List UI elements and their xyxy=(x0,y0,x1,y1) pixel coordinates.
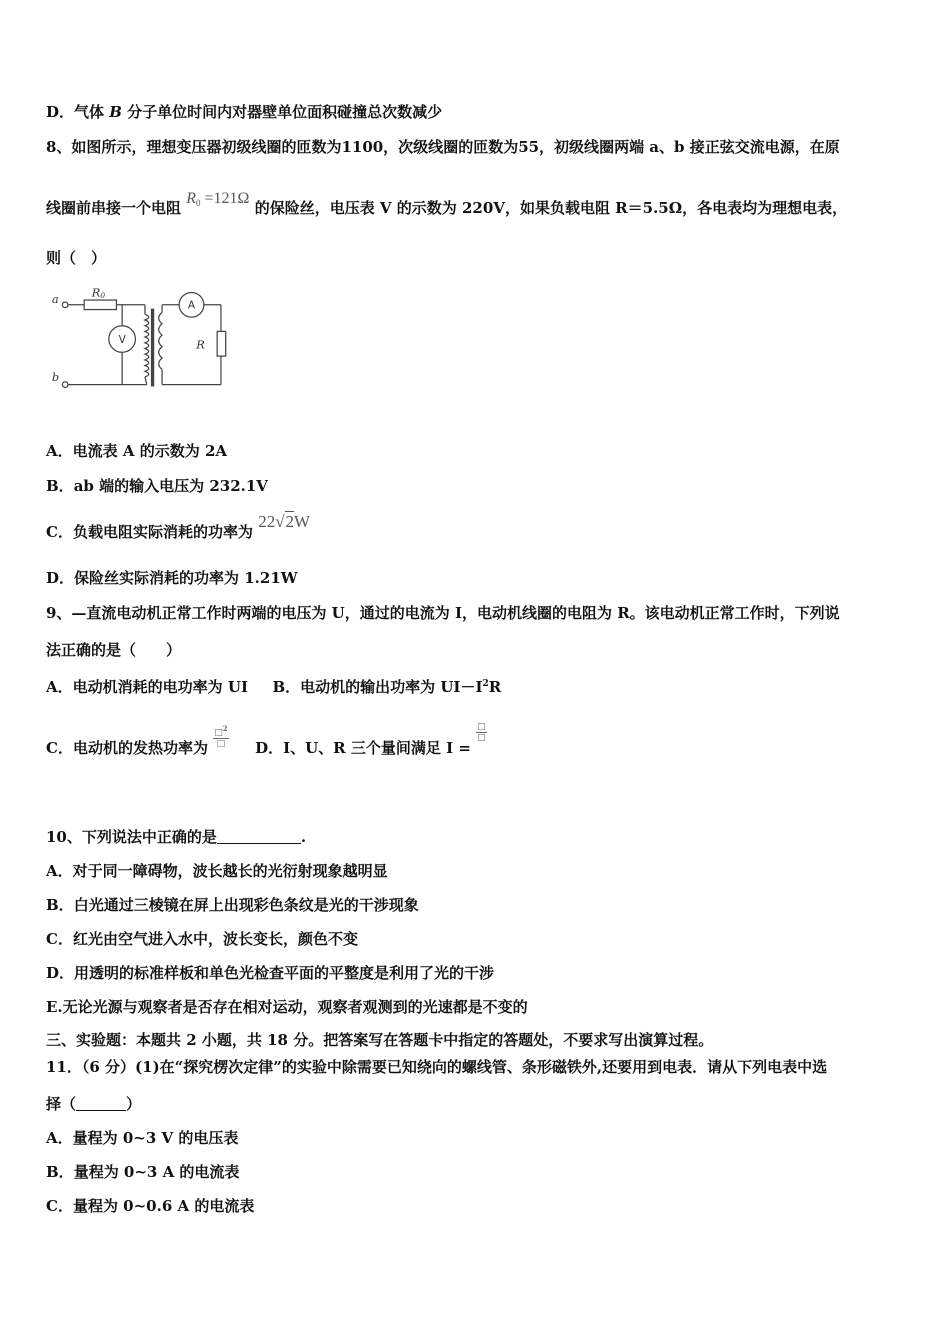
q10-option-d: D．用透明的标准样板和单色光检查平面的平整度是利用了光的干涉 xyxy=(46,964,495,982)
q10-option-c: C．红光由空气进入水中，波长变长，颜色不变 xyxy=(46,930,358,948)
fuse-resistor-r0 xyxy=(84,300,116,310)
q10-option-a: A．对于同一障碍物，波长越长的光衍射现象越明显 xyxy=(46,862,388,880)
q10-option-b: B．白光通过三棱镜在屏上出现彩色条纹是光的干涉现象 xyxy=(46,896,419,914)
power-formula: 22√2W xyxy=(258,512,311,531)
option-label: D． xyxy=(46,103,75,121)
terminal-b xyxy=(62,382,68,388)
q11-stem-line1: 11．（6 分）(1)在“探究楞次定律”的实验中除需要已知绕向的螺线管、条形磁铁外,还要用到电表．请从下列电表中选 xyxy=(46,1058,828,1076)
svg-text:V: V xyxy=(118,333,126,346)
q10-stem: 10、下列说法中正确的是 . xyxy=(46,828,307,846)
q9-option-b: B．电动机的输出功率为 $UI-I^2R$ xyxy=(272,678,502,696)
q9-option-c: C．电动机的发热功率为 $\frac{□^2}{□}$ xyxy=(46,724,228,757)
svg-text:R: R xyxy=(196,337,205,352)
q11-option-c: C．量程为 0~0.6 A 的电流表 xyxy=(46,1197,255,1215)
q9-options-cd xyxy=(46,722,487,763)
svg-text:R: R xyxy=(91,285,101,300)
answer-blank xyxy=(76,1096,126,1111)
q8-option-d: D．保险丝实际消耗的功率为 1.21W xyxy=(46,569,298,587)
q8-stem-line3: 则（ ） xyxy=(46,249,107,267)
q9-option-d: D．I、U、R 三个量间满足 I = $\frac{□}{□}$ xyxy=(255,722,486,757)
svg-text:a: a xyxy=(51,291,59,306)
q7-option-d: D．气体 B 分子单位时间内对器壁单位面积碰撞总次数减少 xyxy=(46,103,443,121)
r0-formula: $R_0 =121\Omega$ xyxy=(186,190,250,208)
load-resistor-r xyxy=(217,331,226,356)
svg-text:0: 0 xyxy=(100,291,106,301)
q10-option-e: E.无论光源与观察者是否存在相对运动，观察者观测到的光速都是不变的 xyxy=(46,998,528,1016)
secondary-coil xyxy=(159,312,162,369)
answer-blank xyxy=(217,829,301,844)
q8-option-a: A．电流表 A 的示数为 2A xyxy=(46,442,228,460)
section3-heading: 三、实验题：本题共 2 小题，共 18 分。把答案写在答题卡中指定的答题处，不要求写出演算过程。 xyxy=(46,1031,714,1049)
ohm-law-fraction: $\frac{□}{□}$ xyxy=(477,722,486,743)
q9-options-ab xyxy=(46,674,501,697)
primary-coil xyxy=(145,314,149,377)
q9-stem-line2: 法正确的是（ ） xyxy=(46,641,182,659)
q11-option-b: B．量程为 0~3 A 的电流表 xyxy=(46,1163,240,1181)
q9-stem-line1: 9、—直流电动机正常工作时两端的电压为 U，通过的电流为 I，电动机线圈的电阻为 R。该电动机正常工作时，下列说 xyxy=(46,604,840,622)
q8-stem-line1: 8、如图所示，理想变压器初级线圈的匝数为1100，次级线圈的匝数为55，初级线圈两端 a、b 接正弦交流电源，在原 xyxy=(46,138,840,156)
terminal-a xyxy=(62,302,68,308)
heat-power-fraction: $\frac{□^2}{□}$ xyxy=(214,724,228,749)
svg-text:b: b xyxy=(51,369,60,384)
svg-text:A: A xyxy=(187,299,196,312)
q11-stem-line2: 择（ ） xyxy=(46,1095,142,1113)
q9-option-a: A．电动机消耗的电功率为 UI xyxy=(46,678,248,696)
q8-stem-line2: 线圈前串接一个电阻 $R_0 =121\Omega$ 的保险丝，电压表 V 的示数为 220V，如果负载电阻 R＝5.5Ω，各电表均为理想电表， xyxy=(46,190,848,217)
q8-option-b: B．ab 端的输入电压为 232.1V xyxy=(46,477,268,495)
q11-option-a: A．量程为 0~3 V 的电压表 xyxy=(46,1129,239,1147)
q8-option-c: C．负载电阻实际消耗的功率为 22√2W xyxy=(46,512,311,541)
transformer-circuit-diagram xyxy=(44,282,244,396)
